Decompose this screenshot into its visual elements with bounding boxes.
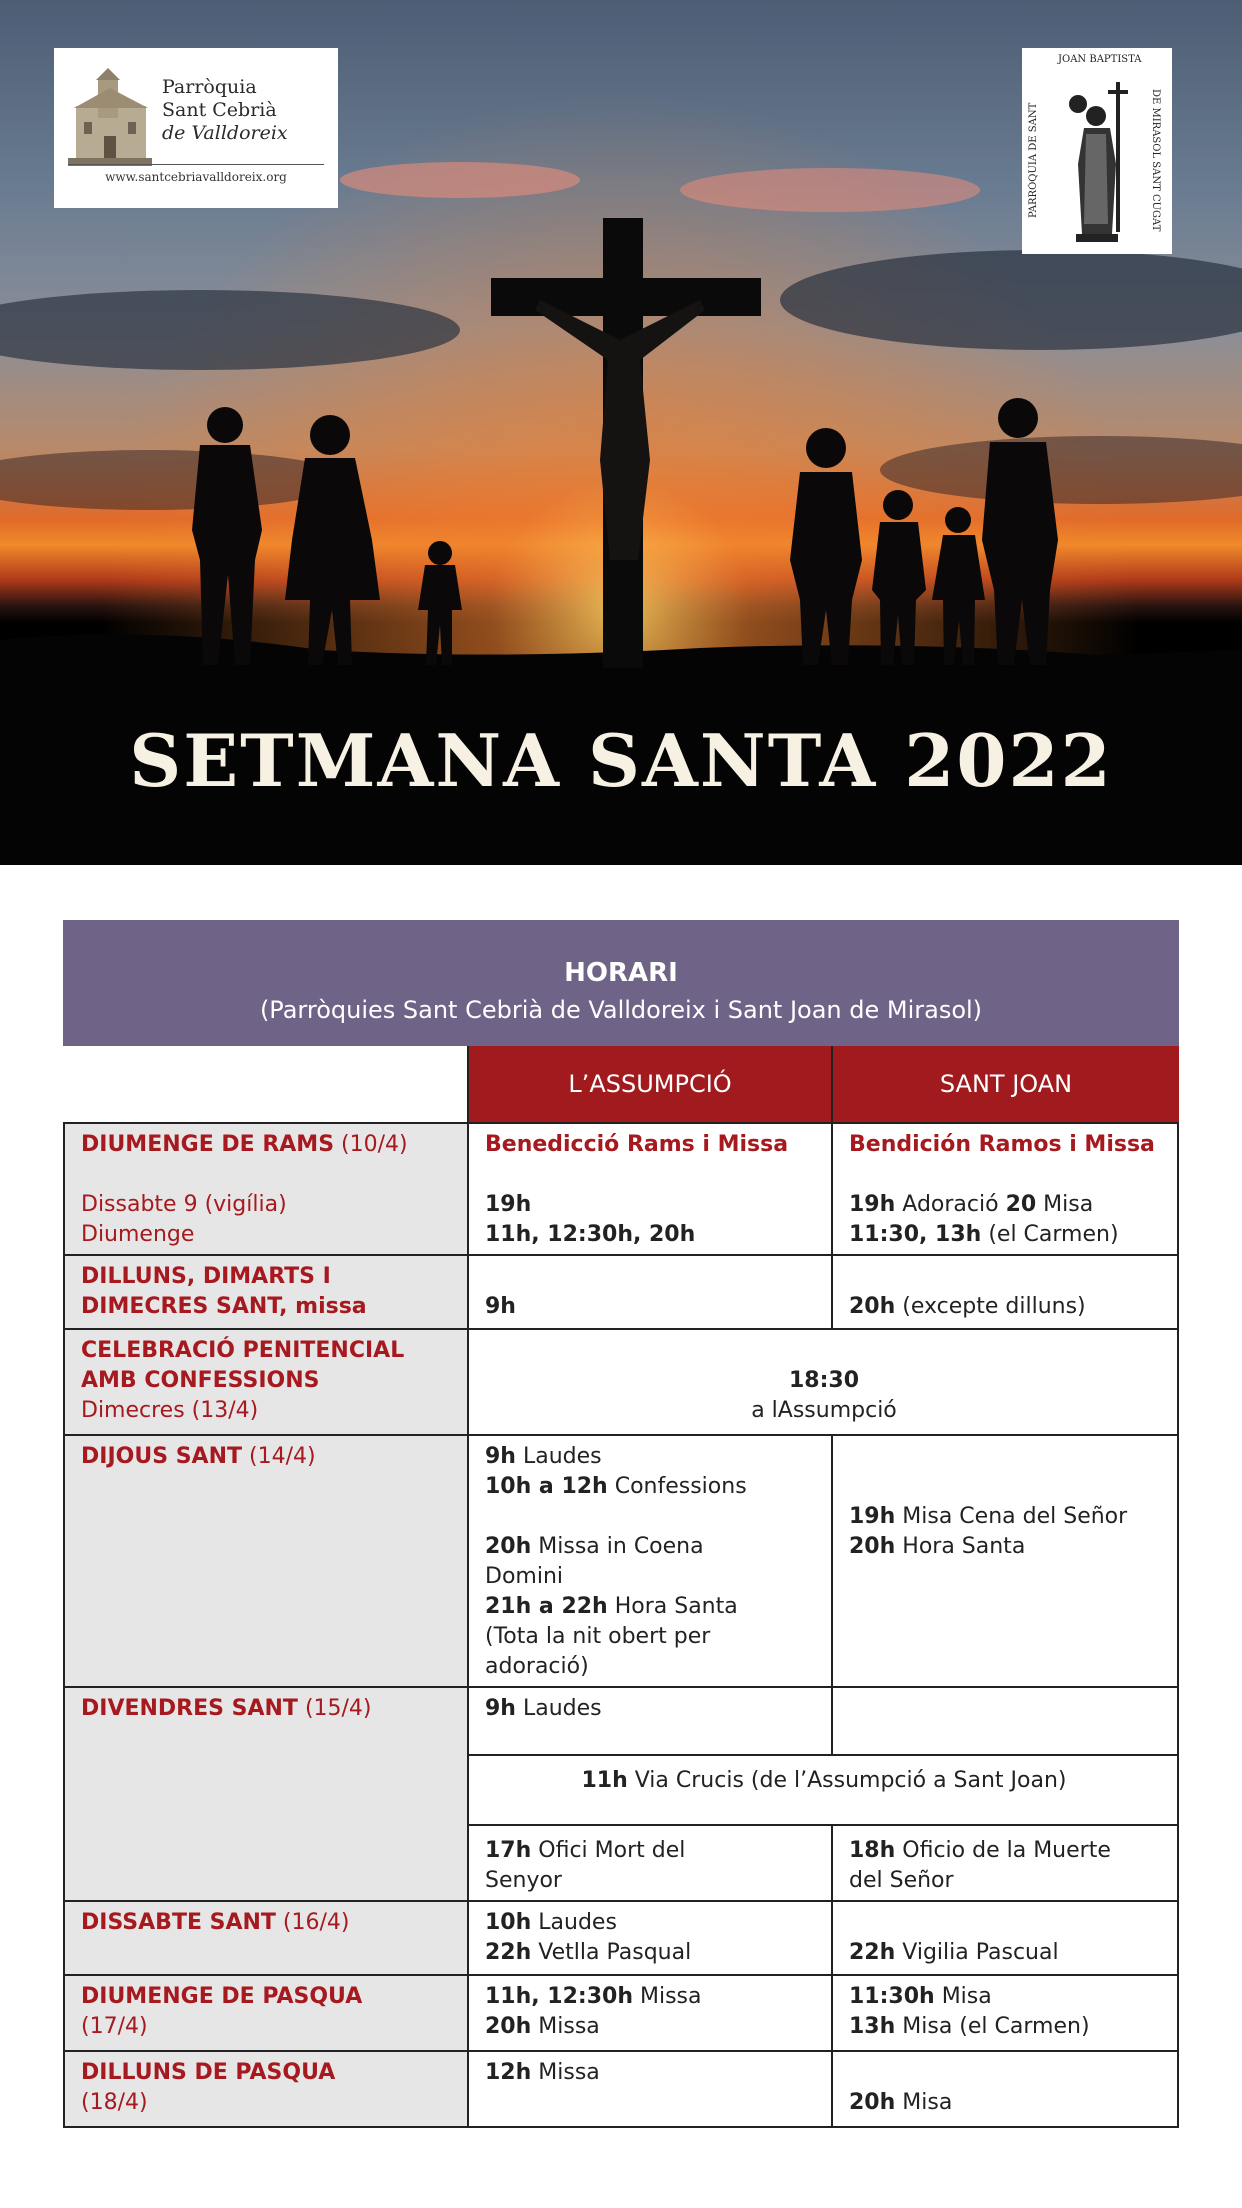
dijous-assumpcio-hora-santa [485, 1592, 738, 1622]
time: 20h [485, 2014, 532, 2039]
grid-line [831, 1826, 833, 2128]
rams-santjoan-diumenge [849, 1220, 1119, 1250]
grid-line [831, 1436, 833, 1756]
time: 17h [485, 1838, 532, 1863]
rams-assumpcio-title: Benedicció Rams i Missa [485, 1132, 789, 1157]
time: 13h [849, 2014, 896, 2039]
label-text: DILLUNS DE PASQUA [81, 2060, 336, 2085]
logo-name-line2: Sant Cebrià [162, 99, 277, 121]
logo-left-text: PARRÒQUIA DE SANT [1028, 102, 1039, 218]
time: 9h [485, 1696, 516, 1721]
text: (excepte dilluns) [895, 1294, 1086, 1319]
text: Misa (el Carmen) [895, 2014, 1090, 2039]
label-dijous-sant [81, 1442, 316, 1472]
label-date: (10/4) [334, 1132, 408, 1157]
text: Missa [531, 2014, 600, 2039]
label-penitencial-date: Dimecres (13/4) [81, 1398, 259, 1423]
dijous-assumpcio-domini: Domini [485, 1564, 563, 1589]
time: 19h [849, 1192, 896, 1217]
dilluns-pasqua-assumpcio [485, 2058, 600, 2088]
divendres-assumpcio-senyor: Senyor [485, 1868, 562, 1893]
dijous-assumpcio-missa [485, 1532, 704, 1562]
dissabte-assumpcio-laudes [485, 1908, 617, 1938]
label-penitencial-line1: CELEBRACIÓ PENITENCIAL [81, 1338, 405, 1363]
time: 11:30, 13h [849, 1222, 982, 1247]
grid-line [63, 1328, 1179, 1330]
text: Missa [632, 1984, 702, 2009]
text: Misa Cena del Señor [895, 1504, 1128, 1529]
time: 20h [849, 2090, 896, 2115]
time: 22h [485, 1940, 532, 1965]
text: Ofici Mort del [531, 1838, 686, 1863]
grid-line [63, 1122, 1179, 1124]
grid-line [63, 1124, 65, 2128]
grid-line [1177, 1124, 1179, 2128]
time: 10h a 12h [485, 1474, 608, 1499]
label-diumenge: Diumenge [81, 1222, 195, 1247]
grid-line [63, 1686, 1179, 1688]
dissabte-assumpcio-vetlla [485, 1938, 691, 1968]
dijous-assumpcio-note1: (Tota la nit obert per [485, 1624, 711, 1649]
label-penitencial-line2: AMB CONFESSIONS [81, 1368, 320, 1393]
rams-assumpcio-vigilia: 19h [485, 1192, 532, 1217]
label-date: (14/4) [242, 1444, 316, 1469]
time: 9h [485, 1444, 516, 1469]
time: 11h [581, 1768, 628, 1793]
text: Adoració [895, 1192, 1006, 1217]
dijous-assumpcio-confessions [485, 1472, 747, 1502]
pasqua-assumpcio-missa [485, 1982, 701, 2012]
hero-banner [0, 0, 1242, 865]
label-text: DIJOUS SANT [81, 1444, 242, 1469]
text: Oficio de la Muerte [895, 1838, 1111, 1863]
label-diumenge-pasqua [81, 1982, 362, 2012]
grid-line [467, 1046, 469, 2128]
logo-url: www.santcebriavalldoreix.org [105, 170, 287, 184]
penitencial-time: 18:30 [788, 1368, 860, 1393]
text: Confessions [607, 1474, 747, 1499]
dijous-santjoan-misa [849, 1502, 1127, 1532]
schedule-title: HORARI [564, 958, 678, 988]
grid-line [467, 1754, 1179, 1756]
time: 22h [849, 1940, 896, 1965]
text: Via Crucis (de l’Assumpció a Sant Joan) [627, 1768, 1067, 1793]
label-diumenge-rams [81, 1130, 408, 1160]
grid-line [63, 1434, 1179, 1436]
dilluns-assumpcio: 9h [485, 1294, 516, 1319]
dijous-assumpcio-laudes [485, 1442, 602, 1472]
divendres-santjoan-oficio [849, 1836, 1111, 1866]
text: Laudes [515, 1696, 602, 1721]
time: 11:30h [849, 1984, 935, 2009]
logo-name-line1: Parròquia [162, 76, 257, 98]
label-dilluns-pasqua-date: (18/4) [81, 2090, 148, 2115]
logo-name-line3: de Valldoreix [162, 122, 288, 144]
label-vigilia: Dissabte 9 (vigília) [81, 1192, 287, 1217]
divendres-assumpcio-laudes [485, 1694, 602, 1724]
label-pasqua-date: (17/4) [81, 2014, 148, 2039]
saint-figure-icon [1048, 74, 1146, 244]
grid-line [63, 2050, 1179, 2052]
church-icon [68, 66, 152, 166]
time: 20h [485, 1534, 532, 1559]
text: Laudes [531, 1910, 617, 1935]
column-header-sant-joan: SANT JOAN [833, 1046, 1179, 1122]
label-text: DIUMENGE DE RAMS [81, 1132, 335, 1157]
parish-logo-valldoreix [54, 48, 338, 208]
time: 20h [849, 1534, 896, 1559]
grid-line [63, 2126, 1179, 2128]
label-dilluns-line1: DILLUNS, DIMARTS I [81, 1264, 331, 1289]
rams-santjoan-vigilia [849, 1190, 1093, 1220]
rams-assumpcio-diumenge: 11h, 12:30h, 20h [485, 1222, 696, 1247]
logo-divider [68, 164, 324, 165]
schedule-header [63, 920, 1179, 1046]
schedule-subtitle: (Parròquies Sant Cebrià de Valldoreix i Sant Joan de Mirasol) [259, 996, 983, 1024]
label-text: DIUMENGE DE PASQUA [81, 1984, 363, 2009]
divendres-assumpcio-ofici [485, 1836, 685, 1866]
time: 18h [849, 1838, 896, 1863]
dilluns-pasqua-santjoan [849, 2088, 952, 2118]
text: Missa in Coena [531, 1534, 704, 1559]
time: 20h [849, 1294, 896, 1319]
column-header-assumpcio: L’ASSUMPCIÓ [469, 1046, 831, 1122]
logo-right-text: DE MIRASOL SANT CUGAT [1150, 88, 1161, 232]
schedule-table [63, 920, 1179, 2128]
text: Vigilia Pascual [895, 1940, 1059, 1965]
pasqua-assumpcio-missa-vespre [485, 2012, 600, 2042]
dissabte-santjoan-vigilia [849, 1938, 1059, 1968]
dijous-santjoan-hora-santa [849, 1532, 1025, 1562]
parish-logo-mirasol [1022, 48, 1172, 254]
divendres-via-crucis [469, 1766, 1179, 1796]
label-date: (15/4) [297, 1696, 372, 1721]
label-dissabte-sant [81, 1908, 350, 1938]
grid-line [63, 1974, 1179, 1976]
time: 12h [485, 2060, 532, 2085]
text: Misa [934, 1984, 992, 2009]
grid-line [63, 1254, 1179, 1256]
grid-line [467, 1824, 1179, 1826]
dilluns-santjoan [849, 1292, 1086, 1322]
pasqua-santjoan-misa [849, 1982, 992, 2012]
time: 11h, 12:30h [485, 1984, 633, 2009]
grid-line [831, 1046, 833, 1330]
time: 20 [1005, 1192, 1037, 1217]
time: 19h [849, 1504, 896, 1529]
label-dilluns-pasqua [81, 2058, 335, 2088]
text: Misa [895, 2090, 953, 2115]
text: Laudes [515, 1444, 602, 1469]
text: Hora Santa [607, 1594, 738, 1619]
time: 10h [485, 1910, 532, 1935]
text: Misa [1036, 1192, 1094, 1217]
text: Vetlla Pasqual [531, 1940, 692, 1965]
text: (el Carmen) [981, 1222, 1119, 1247]
label-text: DISSABTE SANT [81, 1910, 276, 1935]
label-dilluns-line2: DIMECRES SANT, missa [81, 1294, 367, 1319]
text: Hora Santa [895, 1534, 1026, 1559]
label-divendres-sant [81, 1694, 372, 1724]
rams-santjoan-title: Bendición Ramos i Missa [849, 1132, 1155, 1157]
divendres-santjoan-senor: del Señor [849, 1868, 954, 1893]
label-date: (16/4) [275, 1910, 350, 1935]
time: 21h a 22h [485, 1594, 608, 1619]
pasqua-santjoan-carmen [849, 2012, 1090, 2042]
dijous-assumpcio-note2: adoració) [485, 1654, 589, 1679]
text: Missa [531, 2060, 600, 2085]
grid-line [63, 1900, 1179, 1902]
logo-top-text: JOAN BAPTISTA [1058, 54, 1142, 65]
page-title: SETMANA SANTA 2022 [129, 718, 1113, 803]
penitencial-place: a lAssumpció [751, 1398, 897, 1423]
label-text: DIVENDRES SANT [81, 1696, 298, 1721]
